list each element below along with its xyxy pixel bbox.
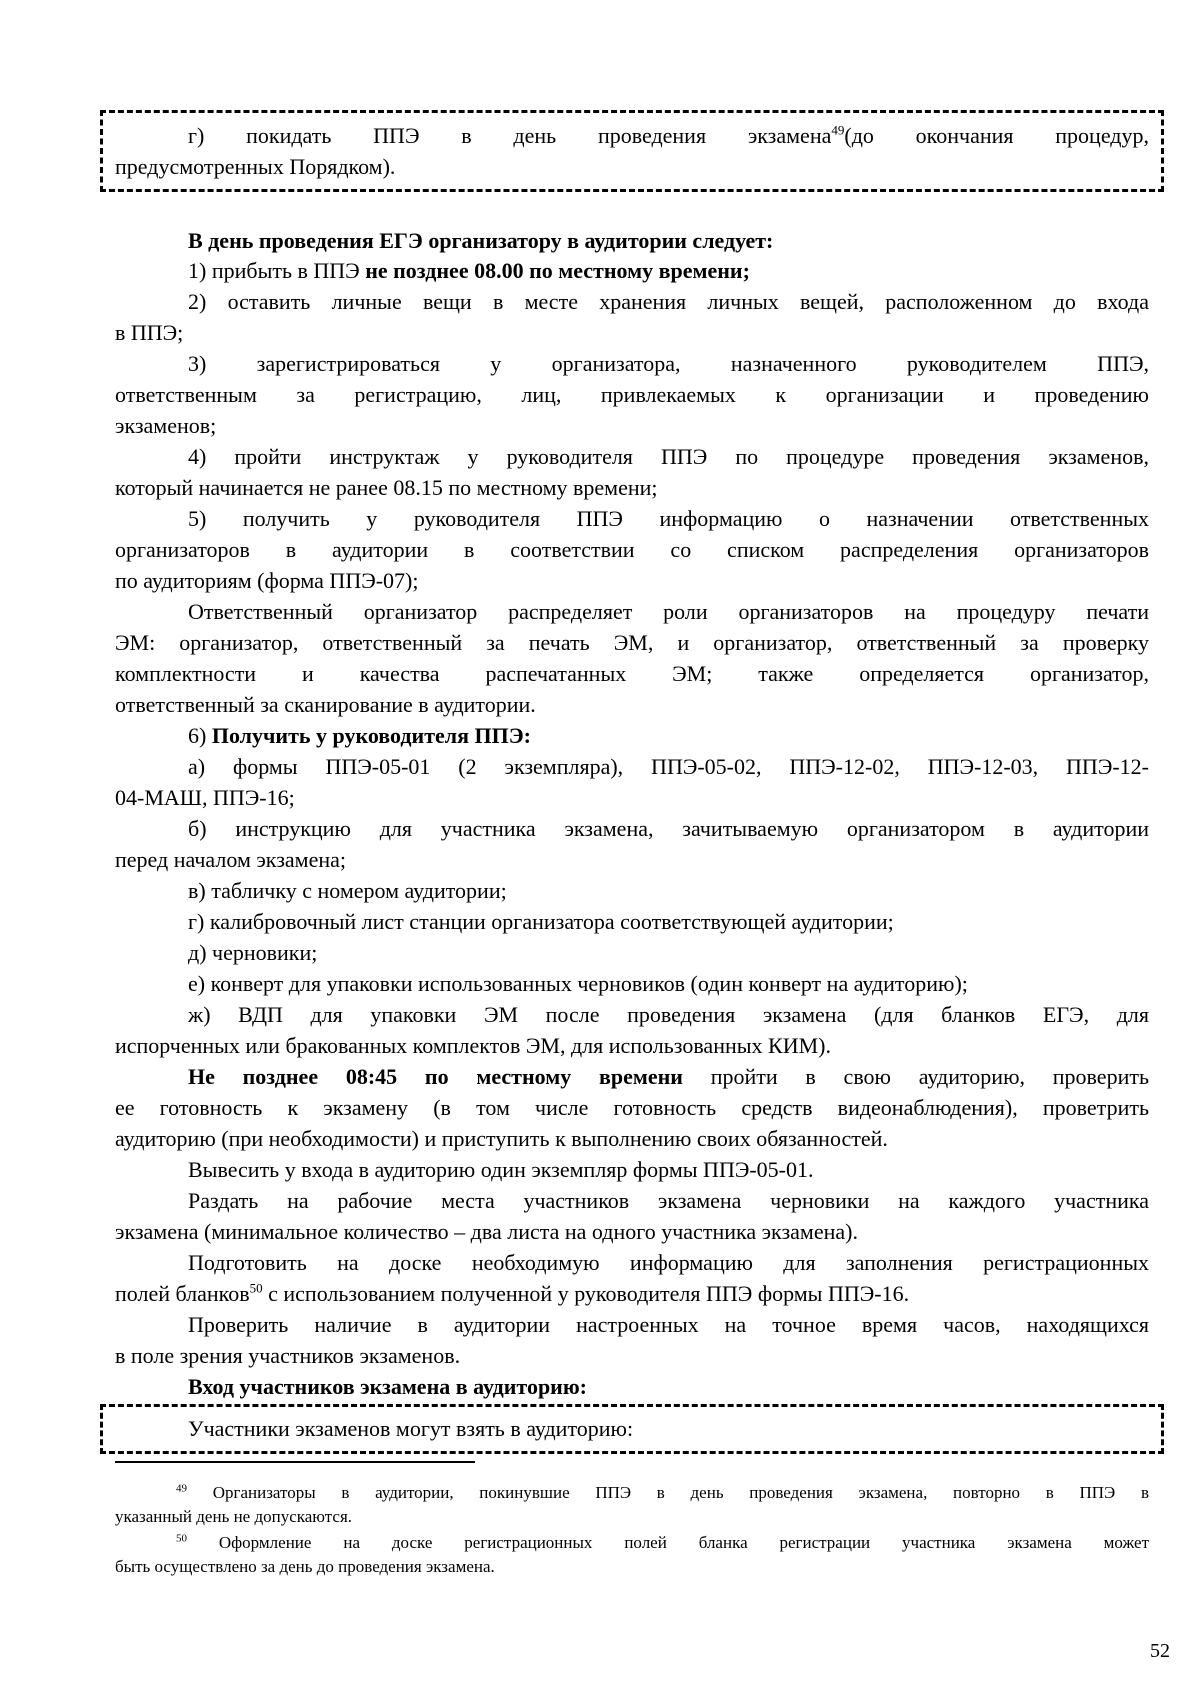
prep-line-2: полей бланков$^{50}$ с использованием полученной у руководителя ППЭ формы ППЭ-16. (115, 1280, 910, 1306)
item-a-line-2: 04-МАШ, ППЭ-16; (115, 785, 295, 810)
section-heading: В день проведения ЕГЭ организатору в аудитории следует: (188, 228, 774, 253)
hang-form: Вывесить у входа в аудиторию один экземпляр формы ППЭ-05-01. (188, 1157, 814, 1182)
item-zh-line-1: ж) ВДП для упаковки ЭМ после проведения экзамена (для бланков ЕГЭ, для (188, 1002, 1149, 1027)
check-line-1: Проверить наличие в аудитории настроенных на точное время часов, находящихся (188, 1312, 1149, 1337)
late-line-3: аудиторию (при необходимости) и приступить к выполнению своих обязанностей. (115, 1126, 888, 1151)
item-2-line-1: 2) оставить личные вещи в месте хранения личных вещей, расположенном до входа (188, 289, 1149, 314)
resp-line-4: ответственный за сканирование в аудитории. (115, 692, 536, 717)
item-1: 1) прибыть в ППЭ не позднее 08.00 по местному времени; (188, 258, 750, 283)
entry-heading: Вход участников экзамена в аудиторию: (188, 1374, 587, 1399)
item-b-line-1: б) инструкцию для участника экзамена, зачитываемую организатором в аудитории (188, 816, 1149, 841)
box-bottom-text: Участники экзаменов могут взять в аудиторию: (188, 1416, 634, 1441)
footnote-ref-50[interactable]: 50 (249, 1280, 263, 1296)
dist-line-1: Раздать на рабочие места участников экзамена черновики на каждого участника (188, 1188, 1149, 1213)
check-line-2: в поле зрения участников экзаменов. (115, 1343, 461, 1368)
item-5-line-2: организаторов в аудитории в соответствии со списком распределения организаторов (115, 537, 1149, 562)
item-zh-line-2: испорченных или бракованных комплектов ЭМ, для использованных КИМ). (115, 1033, 831, 1058)
item-5-line-3: по аудиториям (форма ППЭ-07); (115, 568, 419, 593)
footnote-ref-49[interactable]: 49 (831, 122, 845, 138)
item-b-line-2: перед началом экзамена; (115, 847, 346, 872)
dist-line-2: экзамена (минимальное количество – два листа на одного участника экзамена). (115, 1219, 858, 1244)
box-top-line-2: предусмотренных Порядком). (115, 154, 396, 179)
resp-line-2: ЭМ: организатор, ответственный за печать ЭМ, и организатор, ответственный за проверку (115, 630, 1149, 655)
footnote-49-line-1: $^{49}$ Организаторы в аудитории, покинувшие ППЭ в день проведения экзамена, повторно в ППЭ в (176, 1482, 1149, 1502)
item-3-line-3: экзаменов; (115, 413, 217, 438)
resp-line-3: комплектности и качества распечатанных ЭМ; также определяется организатор, (115, 661, 1149, 686)
footnote-50-line-2: быть осуществлено за день до проведения экзамена. (115, 1557, 495, 1576)
footnote-49-line-2: указанный день не допускаются. (115, 1507, 353, 1526)
item-v: в) табличку с номером аудитории; (188, 878, 507, 903)
page-number: 52 (1150, 1640, 1170, 1662)
late-line-2: ее готовность к экзамену (в том числе готовность средств видеонаблюдения), проветрить (115, 1095, 1149, 1120)
item-a-line-1: а) формы ППЭ-05-01 (2 экземпляра), ППЭ-05-02, ППЭ-12-02, ППЭ-12-03, ППЭ-12- (188, 754, 1149, 779)
late-line-1: Не позднее 08:45 по местному времени пройти в свою аудиторию, проверить (188, 1064, 1149, 1089)
footnote-separator (115, 1461, 475, 1463)
item-e: е) конверт для упаковки использованных черновиков (один конверт на аудиторию); (188, 971, 968, 996)
item-d: д) черновики; (188, 940, 318, 965)
resp-line-1: Ответственный организатор распределяет роли организаторов на процедуру печати (188, 599, 1149, 624)
footnote-50-line-1: $^{50}$ Оформление на доске регистрационных полей бланка регистрации участника экзамена может (176, 1532, 1149, 1552)
item-3-line-1: 3) зарегистрироваться у организатора, назначенного руководителем ППЭ, (188, 351, 1149, 376)
item-6: 6) Получить у руководителя ППЭ: (188, 723, 531, 748)
item-3-line-2: ответственным за регистрацию, лиц, привлекаемых к организации и проведению (115, 382, 1149, 407)
prep-line-1: Подготовить на доске необходимую информацию для заполнения регистрационных (188, 1250, 1149, 1275)
item-g: г) калибровочный лист станции организатора соответствующей аудитории; (188, 909, 894, 934)
item-4-line-1: 4) пройти инструктаж у руководителя ППЭ по процедуре проведения экзаменов, (188, 444, 1149, 469)
item-5-line-1: 5) получить у руководителя ППЭ информацию о назначении ответственных (188, 506, 1149, 531)
item-4-line-2: который начинается не ранее 08.15 по местному времени; (115, 475, 658, 500)
item-2-line-2: в ППЭ; (115, 320, 184, 345)
box-top-line-1: г) покидать ППЭ в день проведения экзамена$^{49}$(до окончания процедур, (188, 122, 1149, 148)
